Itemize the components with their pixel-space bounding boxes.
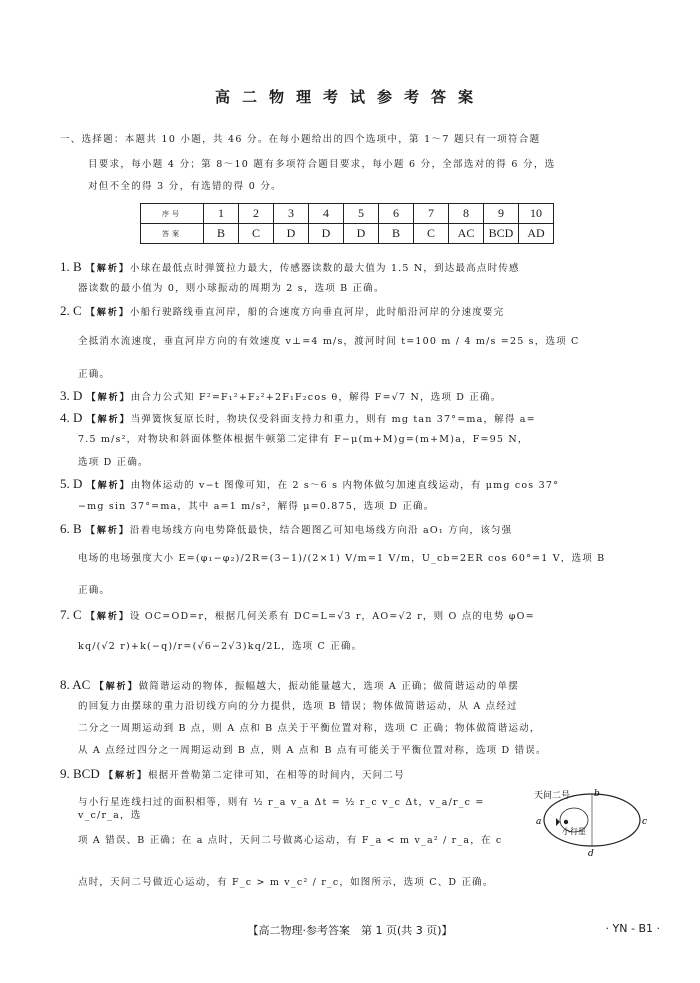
question-text: 由物体运动的 v−t 图像可知，在 2 s～6 s 内物体做匀加速直线运动，有 μmg cos 37° [130,480,560,491]
paper-code: · YN - B1 · [605,922,660,935]
answer-table [140,203,554,244]
analysis-tag: 【解析】 [85,612,130,622]
point-a-label: a [536,817,542,827]
label-asteroid: 小行星 [562,827,586,836]
question-8-line-2: 的回复力由摆球的重力沿切线方向的分力提供，选项 B 错误；物体做简谐运动，从 A 点经过 [78,701,518,712]
section-intro-line-2: 目要求，每小题 4 分；第 8～10 题有多项符合题目要求，每小题 6 分，全部选对的得 6 分，选 [88,159,556,170]
table-cell: 1 [204,204,239,224]
analysis-tag: 【解析】 [94,682,139,692]
page-title: 高二物理考试参考答案 [214,88,485,106]
question-number: 1. B [60,259,82,274]
question-number: 2. C [60,303,82,318]
table-row-numbers [141,204,554,224]
analysis-tag: 【解析】 [103,771,148,781]
question-number: 5. D [60,476,83,491]
table-cell: 2 [239,204,274,224]
question-number: 4. D [60,410,83,425]
table-cell: 8 [449,204,484,224]
point-c-label: c [642,817,648,827]
question-6-line-2: 电场的电场强度大小 E=(φ₁−φ₂)/2R=(3−1)/(2×1) V/m=1 V/m，U_cb=2ER cos 60°=1 V，选项 B [78,553,606,564]
table-header-answer: 答案 [141,224,204,244]
question-1 [60,260,666,276]
question-5 [60,477,666,493]
table-cell: D [344,224,379,244]
question-9 [60,767,520,783]
question-8-line-3: 二分之一周期运动到 B 点，则 A 点和 B 点关于平衡位置对称，选项 C 正确；物体做简谐运动， [78,723,541,734]
table-cell: AD [519,224,554,244]
question-9-line-3: 项 A 错误、B 正确；在 a 点时，天问二号做离心运动，有 F_a < m v_a² / r_a，在 c [78,835,503,846]
label-probe: 天问二号 [534,791,571,801]
question-7 [60,608,666,624]
question-number: 8. AC [60,677,91,692]
question-text: 小船行驶路线垂直河岸，船的合速度方向垂直河岸，此时船沿河岸的分速度要完 [129,307,505,318]
question-number: 7. C [60,607,82,622]
question-text: 根据开普勒第二定律可知，在相等的时间内，天问二号 [147,770,405,781]
question-1-line-2: 器读数的最小值为 0，则小球振动的周期为 2 s，选项 B 正确。 [78,283,385,294]
analysis-tag: 【解析】 [86,393,131,403]
analysis-tag: 【解析】 [85,308,130,318]
question-2 [60,304,666,320]
question-4-line-2: 7.5 m/s²，对物块和斜面体整体根据牛顿第二定律有 F−μ(m+M)g=(m+M)a，F=95 N， [78,434,529,445]
question-7-line-2: kq/(√2 r)+k(−q)/r=(√6−2√3)kq/2L，选项 C 正确。 [78,641,363,652]
question-2-line-3: 正确。 [78,369,111,380]
table-cell: C [414,224,449,244]
point-b-label: b [594,789,600,799]
question-6-line-3: 正确。 [78,585,111,596]
section-intro-line-1: 一、选择题：本题共 10 小题，共 46 分。在每小题给出的四个选项中，第 1～7 题只有一项符合题 [60,134,541,145]
table-cell: 3 [274,204,309,224]
table-cell: 10 [519,204,554,224]
table-cell: D [309,224,344,244]
table-cell: AC [449,224,484,244]
table-cell: B [204,224,239,244]
analysis-tag: 【解析】 [86,415,131,425]
question-4 [60,411,666,427]
orbit-diagram [530,778,660,858]
table-cell: D [274,224,309,244]
question-number: 3. D [60,388,83,403]
question-text: 小球在最低点时弹簧拉力最大，传感器读数的最大值为 1.5 N，到达最高点时传感 [129,263,520,274]
question-9-line-4: 点时，天问二号做近心运动，有 F_c > m v_c² / r_c，如图所示，选项 C、D 正确。 [78,877,494,888]
analysis-tag: 【解析】 [85,264,130,274]
question-6 [60,522,666,538]
analysis-tag: 【解析】 [85,526,130,536]
table-cell: 7 [414,204,449,224]
table-cell: 6 [379,204,414,224]
analysis-tag: 【解析】 [86,481,131,491]
table-cell: B [379,224,414,244]
question-text: 沿着电场线方向电势降低最快，结合题图乙可知电场线方向沿 aO₁ 方向，该匀强 [129,525,513,536]
asteroid-dot [564,820,568,824]
question-4-line-3: 选项 D 正确。 [78,457,149,468]
probe-marker [556,818,560,826]
question-text: 做简谐运动的物体，振幅越大，振动能量越大，选项 A 正确；做简谐运动的单摆 [138,681,519,692]
table-header-number: 序号 [141,204,204,224]
table-cell: BCD [484,224,519,244]
table-cell: 5 [344,204,379,224]
question-number: 6. B [60,521,82,536]
point-d-label: d [588,849,594,858]
question-8 [60,678,666,694]
question-9-line-2: 与小行星连线扫过的面积相等，则有 ½ r_a v_a Δt = ½ r_c v_c Δt，v_a/r_c = v_c/r_a，选 [78,797,485,821]
table-cell: 9 [484,204,519,224]
table-cell: C [239,224,274,244]
question-text: 当弹簧恢复原长时，物块仅受斜面支持力和重力，则有 mg tan 37°=ma，解得 a= [130,414,536,425]
section-intro-line-3: 对但不全的得 3 分，有选错的得 0 分。 [88,181,282,192]
table-cell: 4 [309,204,344,224]
question-2-line-2: 全抵消水流速度，垂直河岸方向的有效速度 v⊥=4 m/s，渡河时间 t=100 m / 4 m/s =25 s，选项 C [78,336,580,347]
question-text: 设 OC=OD=r，根据几何关系有 DC=L=√3 r，AO=√2 r，则 O 点的电势 φO= [129,611,535,622]
page-footer: 【高二物理·参考答案 第 1 页(共 3 页)】 [247,924,453,937]
question-5-line-2: −mg sin 37°=ma，其中 a=1 m/s²，解得 μ=0.875，选项 D 正确。 [78,501,435,512]
question-text: 由合力公式知 F²=F₁²+F₂²+2F₁F₂cos θ，解得 F=√7 N，选项 D 正确。 [130,392,502,403]
table-row-answers [141,224,554,244]
question-8-line-4: 从 A 点经过四分之一周期运动到 B 点，则 A 点和 B 点有可能关于平衡位置对称，选项 D 错误。 [78,745,547,756]
question-number: 9. BCD [60,766,100,781]
question-3 [60,389,666,405]
